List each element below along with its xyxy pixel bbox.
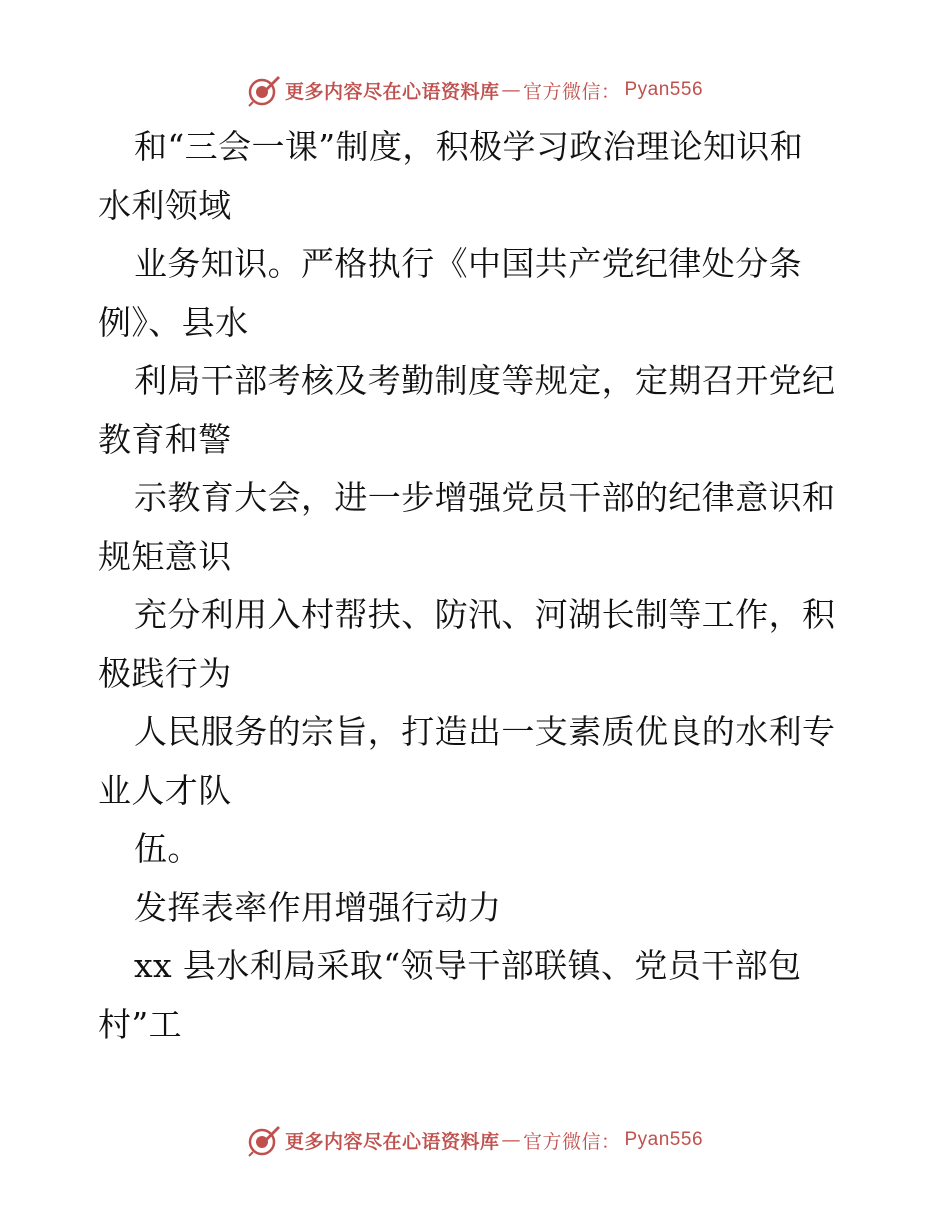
text-line: 业人才队	[98, 770, 232, 810]
text-line: 业务知识。严格执行《中国共产党纪律处分条	[134, 244, 802, 283]
text-line: 村”工	[98, 1004, 183, 1044]
header-banner	[0, 70, 950, 110]
footer-banner	[0, 1120, 950, 1160]
text-line: 利局干部考核及考勤制度等规定，定期召开党纪	[134, 361, 836, 400]
section-heading: 发挥表率作用增强行动力	[134, 887, 502, 927]
text-line: 规矩意识	[98, 536, 232, 576]
banner-separator: —	[501, 1129, 521, 1151]
text-line: 水利领域	[98, 185, 232, 225]
banner-account: Pyan556	[624, 1129, 704, 1150]
document-body	[98, 118, 858, 1054]
text-line: 人民服务的宗旨，打造出一支素质优良的水利专	[134, 712, 836, 751]
text-line: 极践行为	[98, 653, 232, 693]
pen-nib-seal-icon	[247, 73, 281, 107]
text-line: 例》、县水	[98, 302, 249, 342]
banner-separator: —	[501, 79, 521, 101]
banner-wechat-label: 官方微信：	[522, 80, 621, 103]
text-line: 充分利用入村帮扶、防汛、河湖长制等工作，积	[134, 595, 836, 634]
banner-account: Pyan556	[624, 79, 704, 100]
banner-brand: 更多内容尽在心语资料库	[284, 80, 500, 103]
text-line: 教育和警	[98, 419, 232, 459]
text-line: 伍。	[134, 829, 201, 868]
pen-nib-seal-icon	[247, 1123, 281, 1157]
banner-wechat-label: 官方微信：	[522, 1130, 621, 1153]
text-line: xx 县水利局采取“领导干部联镇、党员干部包	[134, 946, 802, 985]
banner-brand: 更多内容尽在心语资料库	[284, 1130, 500, 1153]
text-line: 和“三会一课”制度，积极学习政治理论知识和	[134, 127, 804, 166]
text-line: 示教育大会，进一步增强党员干部的纪律意识和	[134, 478, 836, 517]
